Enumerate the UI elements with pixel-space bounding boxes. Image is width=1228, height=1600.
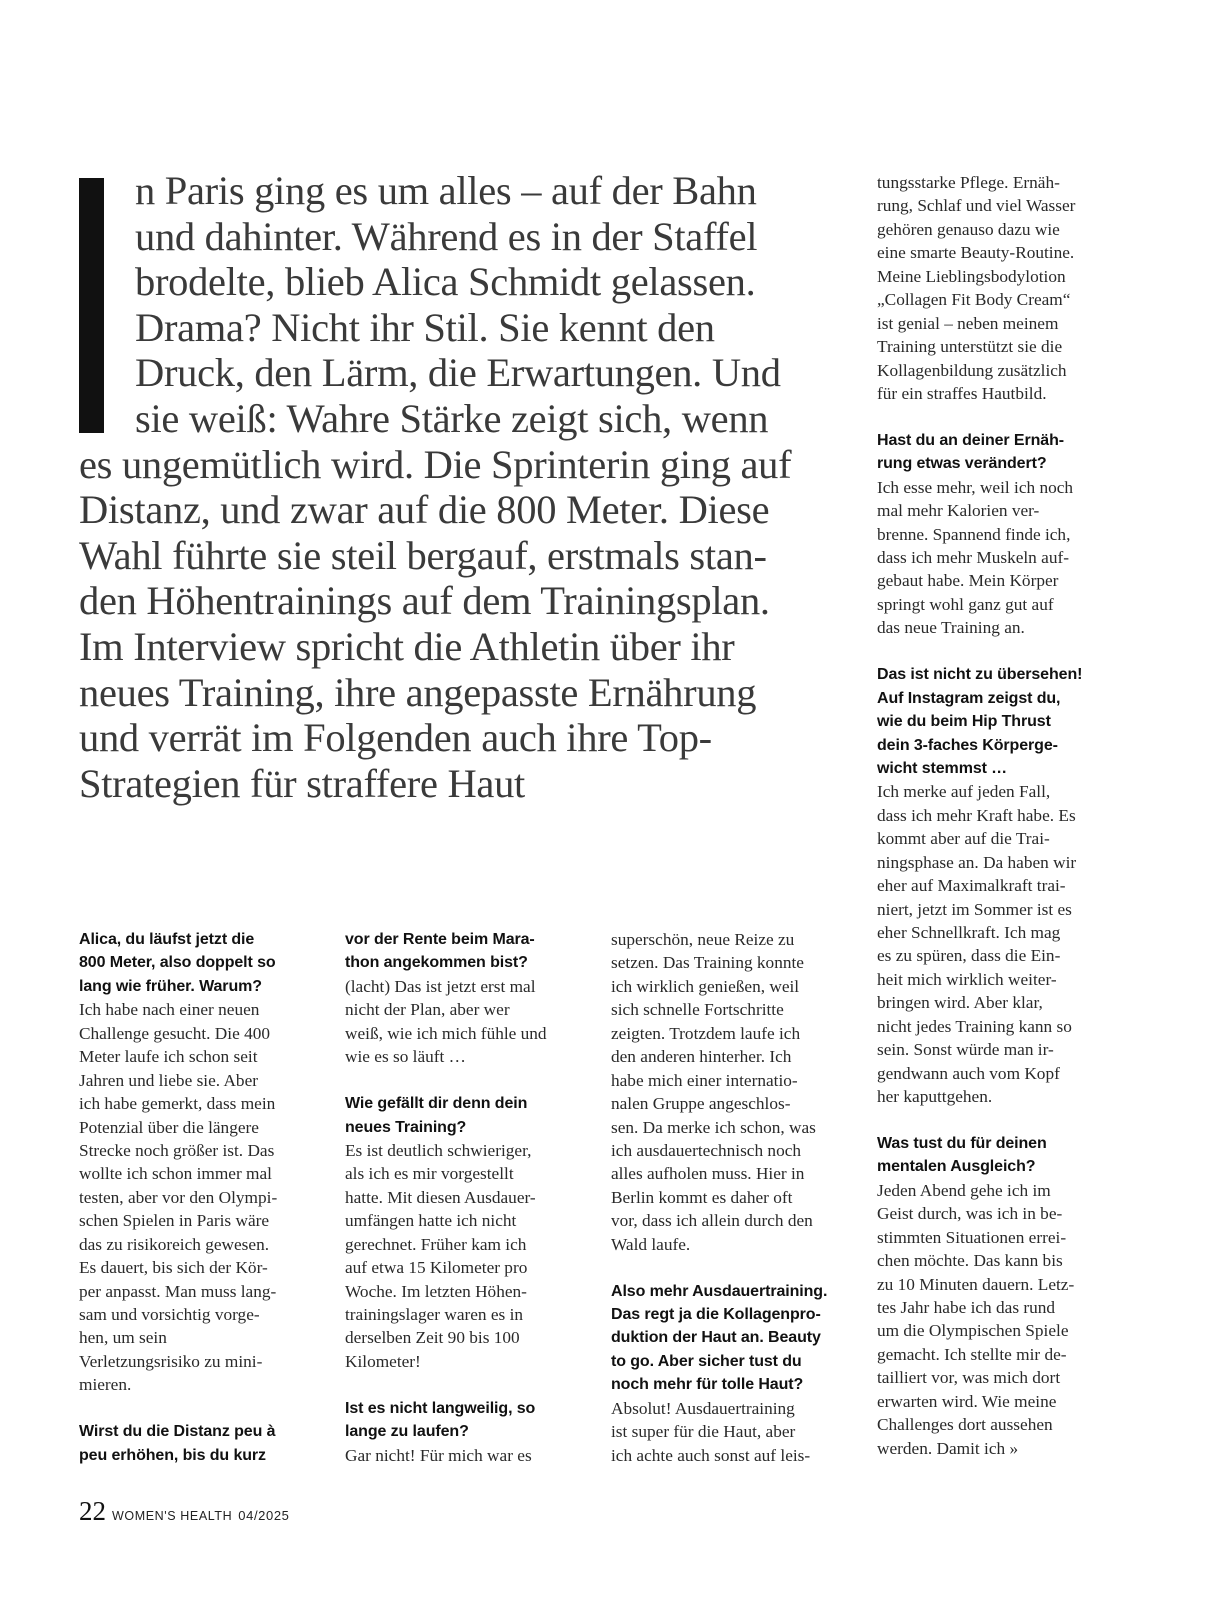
- text-line: wie es so läuft …: [345, 1047, 466, 1067]
- text-line: Wald laufe.: [611, 1234, 691, 1254]
- interview-question: [611, 1280, 861, 1397]
- lead-line: n Paris ging es um alles – auf der Bahn: [135, 168, 757, 213]
- text-line: tailliert vor, was mich dort: [877, 1368, 1061, 1388]
- text-line: eine smarte Beauty-Routine.: [877, 243, 1075, 263]
- text-line: Ich merke auf jeden Fall,: [877, 782, 1051, 802]
- text-line: ich achte auch sonst auf leis-: [611, 1445, 811, 1465]
- text-line: zu 10 Minuten dauern. Letz-: [877, 1274, 1075, 1294]
- text-line: noch mehr für tolle Haut?: [611, 1376, 804, 1394]
- text-line: Das regt ja die Kollagenpro-: [611, 1306, 821, 1323]
- text-line: eher Schnellkraft. Ich mag: [877, 923, 1061, 942]
- text-line: das zu risikoreich gewesen.: [79, 1234, 270, 1254]
- paragraph-spacer: [345, 1069, 595, 1092]
- text-line: nicht jedes Training kann so: [877, 1016, 1072, 1036]
- text-line: Verletzungsrisiko zu mini-: [79, 1351, 263, 1371]
- text-line: dass ich mehr Kraft habe. Es: [877, 805, 1076, 825]
- column-3: [611, 928, 861, 1467]
- text-line: dass ich mehr Muskeln auf-: [877, 548, 1069, 567]
- text-line: setzen. Das Training konnte: [611, 953, 804, 973]
- interview-answer: [345, 1139, 595, 1373]
- interview-question: [79, 1420, 329, 1467]
- text-line: Kollagenbildung zusätzlich: [877, 360, 1067, 380]
- interview-answer: [877, 780, 1127, 1108]
- text-line: ich wirklich genießen, weil: [611, 976, 800, 996]
- interview-answer: [877, 1179, 1127, 1460]
- text-line: hen, um sein: [79, 1328, 167, 1348]
- text-line: wicht stemmst …: [877, 759, 1008, 777]
- text-line: ist super für die Haut, aber: [611, 1422, 796, 1442]
- text-line: Ich esse mehr, weil ich noch: [877, 477, 1074, 497]
- text-line: Berlin kommt es daher oft: [611, 1187, 793, 1207]
- text-line: trainingslager waren es in: [345, 1305, 524, 1324]
- text-line: Gar nicht! Für mich war es: [345, 1445, 532, 1465]
- text-line: eher auf Maximalkraft trai-: [877, 876, 1066, 896]
- text-line: 800 Meter, also doppelt so: [79, 954, 276, 972]
- magazine-name: WOMEN'S HEALTH: [112, 1509, 233, 1523]
- text-line: Alica, du läufst jetzt die: [79, 931, 255, 948]
- lead-line: Strategien für straffere Haut: [79, 760, 525, 806]
- text-line: tungsstarke Pflege. Ernäh-: [877, 173, 1060, 192]
- interview-answer: [345, 975, 595, 1069]
- interview-question: [877, 663, 1127, 780]
- paragraph-spacer: [877, 640, 1127, 663]
- text-line: gehören genauso dazu wie: [877, 219, 1060, 239]
- text-line: thon angekommen bist?: [345, 954, 528, 972]
- interview-question: [79, 928, 329, 998]
- paragraph-spacer: [877, 1109, 1127, 1132]
- text-line: peu erhöhen, bis du kurz: [79, 1446, 266, 1464]
- text-line: lange zu laufen?: [345, 1423, 469, 1441]
- text-line: ist genial – neben meinem: [877, 313, 1059, 333]
- interview-answer: [877, 476, 1127, 640]
- text-line: ich habe gemerkt, dass mein: [79, 1094, 276, 1114]
- text-line: schen Spielen in Paris wäre: [79, 1211, 270, 1231]
- text-line: Meter laufe ich schon seit: [79, 1047, 258, 1067]
- column-4: [877, 171, 1127, 1460]
- lead-line: und dahinter. Während es in der Staffel: [135, 213, 758, 259]
- text-line: Training unterstützt sie die: [877, 337, 1063, 357]
- lead-line: Druck, den Lärm, die Erwartungen. Und: [135, 350, 781, 396]
- text-line: gemacht. Ich stellte mir de-: [877, 1344, 1067, 1364]
- text-line: habe mich einer internatio-: [611, 1070, 798, 1090]
- lead-line: Wahl führte sie steil bergauf, erstmals stan-: [79, 532, 767, 578]
- text-line: Wie gefällt dir denn dein: [345, 1095, 528, 1113]
- text-line: zeigten. Trotzdem laufe ich: [611, 1023, 801, 1043]
- text-line: rung, Schlaf und viel Wasser: [877, 196, 1076, 216]
- text-line: für ein straffes Hautbild.: [877, 383, 1047, 403]
- text-line: mieren.: [79, 1375, 132, 1395]
- interview-question: [345, 1397, 595, 1444]
- lead-line: brodelte, blieb Alica Schmidt gelassen.: [135, 259, 756, 305]
- text-line: per anpasst. Man muss lang-: [79, 1281, 277, 1301]
- text-line: nicht der Plan, aber wer: [345, 1000, 510, 1020]
- lead-line: Drama? Nicht ihr Stil. Sie kennt den: [135, 304, 715, 350]
- text-line: sich schnelle Fortschritte: [611, 1000, 784, 1020]
- text-line: „Collagen Fit Body Cream“: [877, 290, 1071, 310]
- paragraph-spacer: [611, 1256, 861, 1279]
- text-line: hatte. Mit diesen Ausdauer-: [345, 1187, 536, 1207]
- text-line: Potenzial über die längere: [79, 1117, 259, 1137]
- text-line: vor der Rente beim Mara-: [345, 931, 535, 948]
- text-line: Also mehr Ausdauertraining.: [611, 1282, 828, 1300]
- text-line: bringen wird. Aber klar,: [877, 993, 1043, 1013]
- text-line: nalen Gruppe angeschlos-: [611, 1094, 791, 1114]
- text-line: Hast du an deiner Ernäh-: [877, 431, 1064, 449]
- text-line: niert, jetzt im Sommer ist es: [877, 899, 1072, 919]
- text-line: um die Olympischen Spiele: [877, 1321, 1069, 1341]
- text-line: Meine Lieblingsbodylotion: [877, 266, 1066, 286]
- text-line: sein. Sonst würde man ir-: [877, 1040, 1054, 1060]
- text-line: her kaputtgehen.: [877, 1087, 993, 1107]
- text-line: Ich habe nach einer neuen: [79, 1000, 260, 1020]
- text-line: weiß, wie ich mich fühle und: [345, 1023, 547, 1043]
- paragraph-spacer: [79, 1397, 329, 1420]
- text-line: erwarten wird. Wie meine: [877, 1391, 1057, 1411]
- text-line: duktion der Haut an. Beauty: [611, 1329, 821, 1347]
- text-line: to go. Aber sicher tust du: [611, 1352, 802, 1370]
- text-line: heit mich wirklich weiter-: [877, 969, 1057, 989]
- paragraph-spacer: [877, 405, 1127, 428]
- lead-line: Im Interview spricht die Athletin über ihr: [79, 623, 735, 669]
- text-line: gendwann auch vom Kopf: [877, 1063, 1060, 1083]
- text-line: umfängen hatte ich nicht: [345, 1211, 517, 1231]
- lead-paragraph: [79, 168, 839, 806]
- text-line: Das ist nicht zu übersehen!: [877, 666, 1083, 684]
- text-line: springt wohl ganz gut auf: [877, 594, 1054, 614]
- column-2: [345, 928, 595, 1467]
- text-line: Jeden Abend gehe ich im: [877, 1180, 1051, 1200]
- text-line: Woche. Im letzten Höhen-: [345, 1281, 527, 1301]
- text-line: Strecke noch größer ist. Das: [79, 1140, 275, 1160]
- text-line: Auf Instagram zeigst du,: [877, 689, 1061, 707]
- text-line: derselben Zeit 90 bis 100: [345, 1328, 520, 1348]
- text-line: sam und vorsichtig vorge-: [79, 1305, 260, 1324]
- text-line: sen. Da merke ich schon, was: [611, 1117, 816, 1137]
- text-line: chen möchte. Das kann bis: [877, 1251, 1063, 1271]
- paragraph-spacer: [345, 1373, 595, 1396]
- lead-line: neues Training, ihre angepasste Ernährung: [79, 669, 757, 715]
- text-line: Es dauert, bis sich der Kör-: [79, 1258, 268, 1278]
- text-line: kommt aber auf die Trai-: [877, 829, 1050, 849]
- text-line: auf etwa 15 Kilometer pro: [345, 1258, 528, 1278]
- text-line: mentalen Ausgleich?: [877, 1158, 1036, 1176]
- text-line: lang wie früher. Warum?: [79, 977, 262, 995]
- text-line: (lacht) Das ist jetzt erst mal: [345, 976, 536, 996]
- text-line: werden. Damit ich »: [877, 1438, 1019, 1458]
- interview-answer: [79, 998, 329, 1396]
- column-1: [79, 928, 329, 1467]
- text-line: alles aufholen muss. Hier in: [611, 1164, 805, 1184]
- text-line: rung etwas verändert?: [877, 455, 1047, 473]
- lead-line: sie weiß: Wahre Stärke zeigt sich, wenn: [135, 395, 769, 441]
- text-line: Es ist deutlich schwieriger,: [345, 1140, 532, 1160]
- text-line: Was tust du für deinen: [877, 1134, 1047, 1152]
- text-line: gebaut habe. Mein Körper: [877, 571, 1059, 591]
- text-line: mal mehr Kalorien ver-: [877, 501, 1040, 521]
- text-line: Kilometer!: [345, 1351, 421, 1371]
- text-line: neues Training?: [345, 1118, 467, 1136]
- interview-answer: [877, 171, 1127, 405]
- text-line: ich ausdauertechnisch noch: [611, 1140, 802, 1160]
- interview-question: [345, 1092, 595, 1139]
- interview-answer: [345, 1444, 595, 1467]
- interview-answer: [611, 928, 861, 1256]
- lead-line: und verrät im Folgenden auch ihre Top-: [79, 715, 712, 761]
- text-line: Ist es nicht langweilig, so: [345, 1399, 536, 1417]
- page-number: 22: [79, 1496, 106, 1526]
- text-line: dein 3-faches Körperge-: [877, 736, 1058, 754]
- text-line: testen, aber vor den Olympi-: [79, 1187, 278, 1207]
- text-line: Wirst du die Distanz peu à: [79, 1423, 276, 1441]
- text-line: stimmten Situationen errei-: [877, 1227, 1067, 1247]
- text-line: Geist durch, was ich in be-: [877, 1204, 1063, 1224]
- text-line: vor, dass ich allein durch den: [611, 1211, 813, 1231]
- text-line: gerechnet. Früher kam ich: [345, 1234, 527, 1254]
- text-line: Absolut! Ausdauertraining: [611, 1398, 795, 1418]
- interview-question: [877, 1132, 1127, 1179]
- text-line: brenne. Spannend finde ich,: [877, 524, 1071, 544]
- text-line: es zu spüren, dass die Ein-: [877, 946, 1061, 966]
- lead-line: Distanz, und zwar auf die 800 Meter. Diese: [79, 487, 770, 533]
- text-line: Jahren und liebe sie. Aber: [79, 1070, 258, 1090]
- issue-number: 04/2025: [238, 1508, 290, 1523]
- interview-question: [877, 429, 1127, 476]
- text-line: den anderen hinterher. Ich: [611, 1047, 792, 1067]
- text-line: das neue Training an.: [877, 618, 1025, 638]
- text-line: Challenges dort aussehen: [877, 1415, 1053, 1435]
- text-line: wollte ich schon immer mal: [79, 1164, 272, 1184]
- text-line: tes Jahr habe ich das rund: [877, 1298, 1056, 1317]
- lead-line: es ungemütlich wird. Die Sprinterin ging auf: [79, 441, 792, 487]
- text-line: superschön, neue Reize zu: [611, 930, 795, 949]
- interview-question: [345, 928, 595, 975]
- text-line: als ich es mir vorgestellt: [345, 1164, 514, 1184]
- text-line: Challenge gesucht. Die 400: [79, 1023, 271, 1043]
- interview-answer: [611, 1397, 861, 1467]
- lead-line: den Höhentrainings auf dem Trainingsplan.: [79, 578, 770, 624]
- page-footer: [79, 1496, 290, 1527]
- text-line: wie du beim Hip Thrust: [877, 713, 1051, 731]
- text-line: ningsphase an. Da haben wir: [877, 852, 1077, 872]
